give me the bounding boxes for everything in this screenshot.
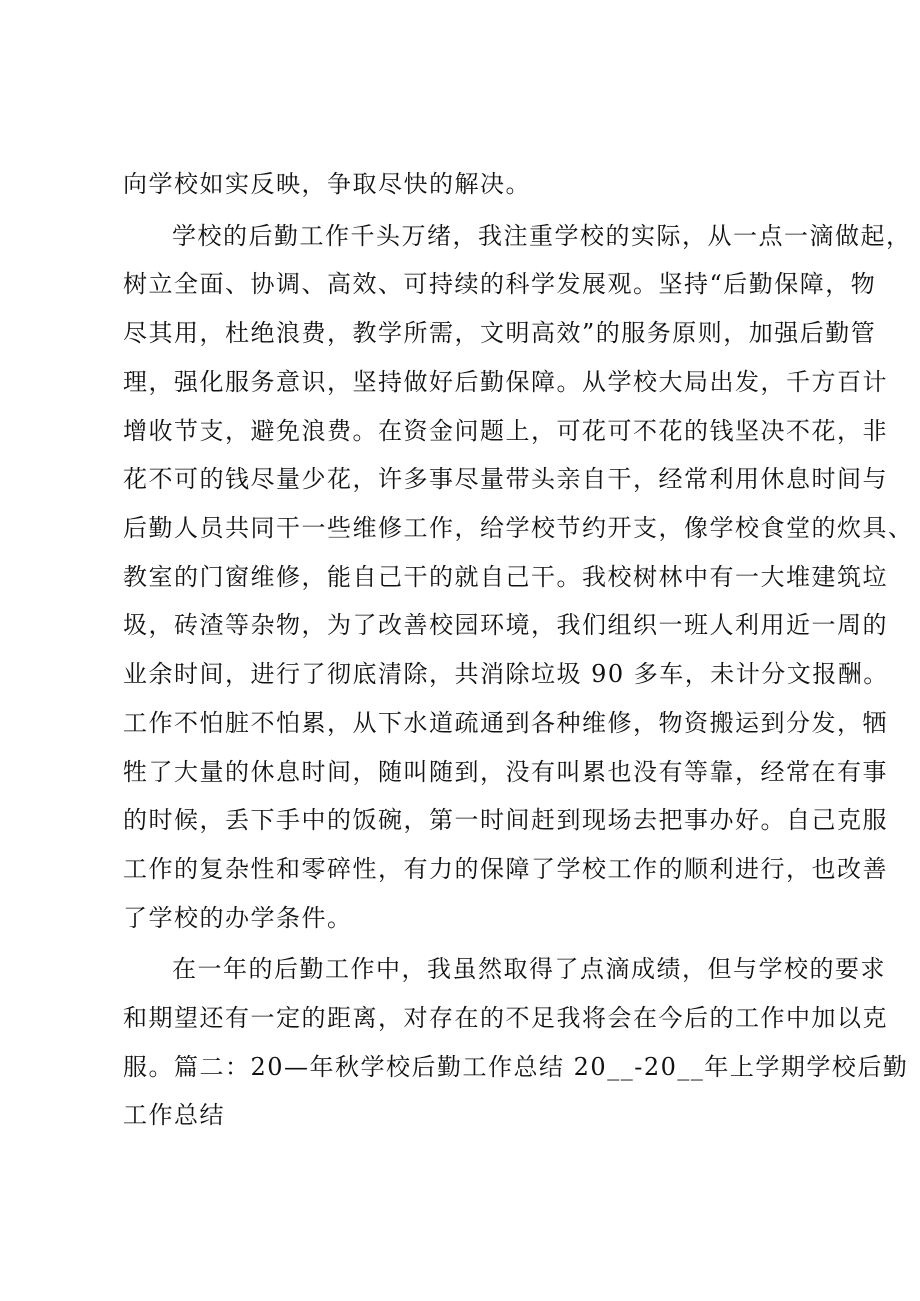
paragraph-2-line-12: [123, 751, 920, 793]
paragraph-2-line-10: [123, 653, 920, 695]
text-line-9-content: 教室的门窗维修，能自己干的就自己干。我校树林中有一大堆建筑垃: [123, 563, 888, 591]
paragraph-2-line-13: [123, 799, 920, 841]
paragraph-2-line-3: [123, 312, 920, 354]
text-line-4-content: 尽其用，杜绝浪费，教学所需，文明高效”的服务原则，加强后勤管: [123, 319, 877, 347]
paragraph-2-line-9: [123, 604, 920, 646]
text-line-13-content: 牲了大量的休息时间，随叫随到，没有叫累也没有等靠，经常在有事: [123, 758, 888, 786]
paragraph-2-line-2: [123, 263, 920, 305]
text-line-16-content: 了学校的办学条件。: [123, 904, 353, 932]
text-line-5-content: 理，强化服务意识，坚持做好后勤保障。从学校大局出发，千方百计: [123, 368, 888, 396]
text-line-12-content: 工作不怕脏不怕累，从下水道疏通到各种维修，物资搬运到分发，牺: [123, 709, 888, 737]
paragraph-2-line-8: [123, 556, 920, 598]
paragraph-2-line-11: [123, 702, 920, 744]
text-line-18-content: 和期望还有一定的距离，对存在的不足我将会在今后的工作中加以克: [123, 1004, 888, 1032]
paragraph-2-line-1: [172, 215, 920, 257]
paragraph-2-line-5: [123, 410, 920, 452]
text-line-2-content: 学校的后勤工作千头万绪，我注重学校的实际，从一点一滴做起，: [172, 222, 912, 250]
paragraph-3-line-3: [123, 1046, 920, 1088]
paragraph-3-line-4: [123, 1094, 920, 1136]
text-line-6-content: 增收节支，避免浪费。在资金问题上，可花可不花的钱坚决不花，非: [123, 417, 888, 445]
text-line-1-content: 向学校如实反映，争取尽快的解决。: [123, 170, 531, 198]
paragraph-2-line-7: [123, 507, 920, 549]
paragraph-3-line-1: [172, 948, 920, 990]
text-line-1: [123, 163, 920, 205]
paragraph-2-line-6: [123, 458, 920, 500]
text-line-17-content: 在一年的后勤工作中，我虽然取得了点滴成绩，但与学校的要求: [172, 955, 886, 983]
text-line-20-content: 工作总结: [123, 1101, 225, 1129]
text-line-14-content: 的时候，丢下手中的饭碗，第一时间赶到现场去把事办好。自己克服: [123, 806, 888, 834]
text-line-19-content: 服。篇二：20—年秋学校后勤工作总结 20__-20__年上学期学校后勤: [123, 1053, 909, 1081]
text-line-11-content: 业余时间，进行了彻底清除，共消除垃圾 90 多车，未计分文报酬。: [123, 660, 889, 688]
text-line-15-content: 工作的复杂性和零碎性，有力的保障了学校工作的顺利进行，也改善: [123, 855, 888, 883]
paragraph-2-line-4: [123, 361, 920, 403]
text-line-3-content: 树立全面、协调、高效、可持续的科学发展观。坚持“后勤保障，物: [123, 270, 877, 298]
paragraph-2-line-15: [123, 897, 920, 939]
paragraph-2-line-14: [123, 848, 920, 890]
text-line-7-content: 花不可的钱尽量少花，许多事尽量带头亲自干，经常利用休息时间与: [123, 465, 888, 493]
text-line-8-content: 后勤人员共同干一些维修工作，给学校节约开支，像学校食堂的炊具、: [123, 514, 914, 542]
paragraph-3-line-2: [123, 997, 920, 1039]
text-line-10-content: 圾，砖渣等杂物，为了改善校园环境，我们组织一班人利用近一周的: [123, 611, 888, 639]
